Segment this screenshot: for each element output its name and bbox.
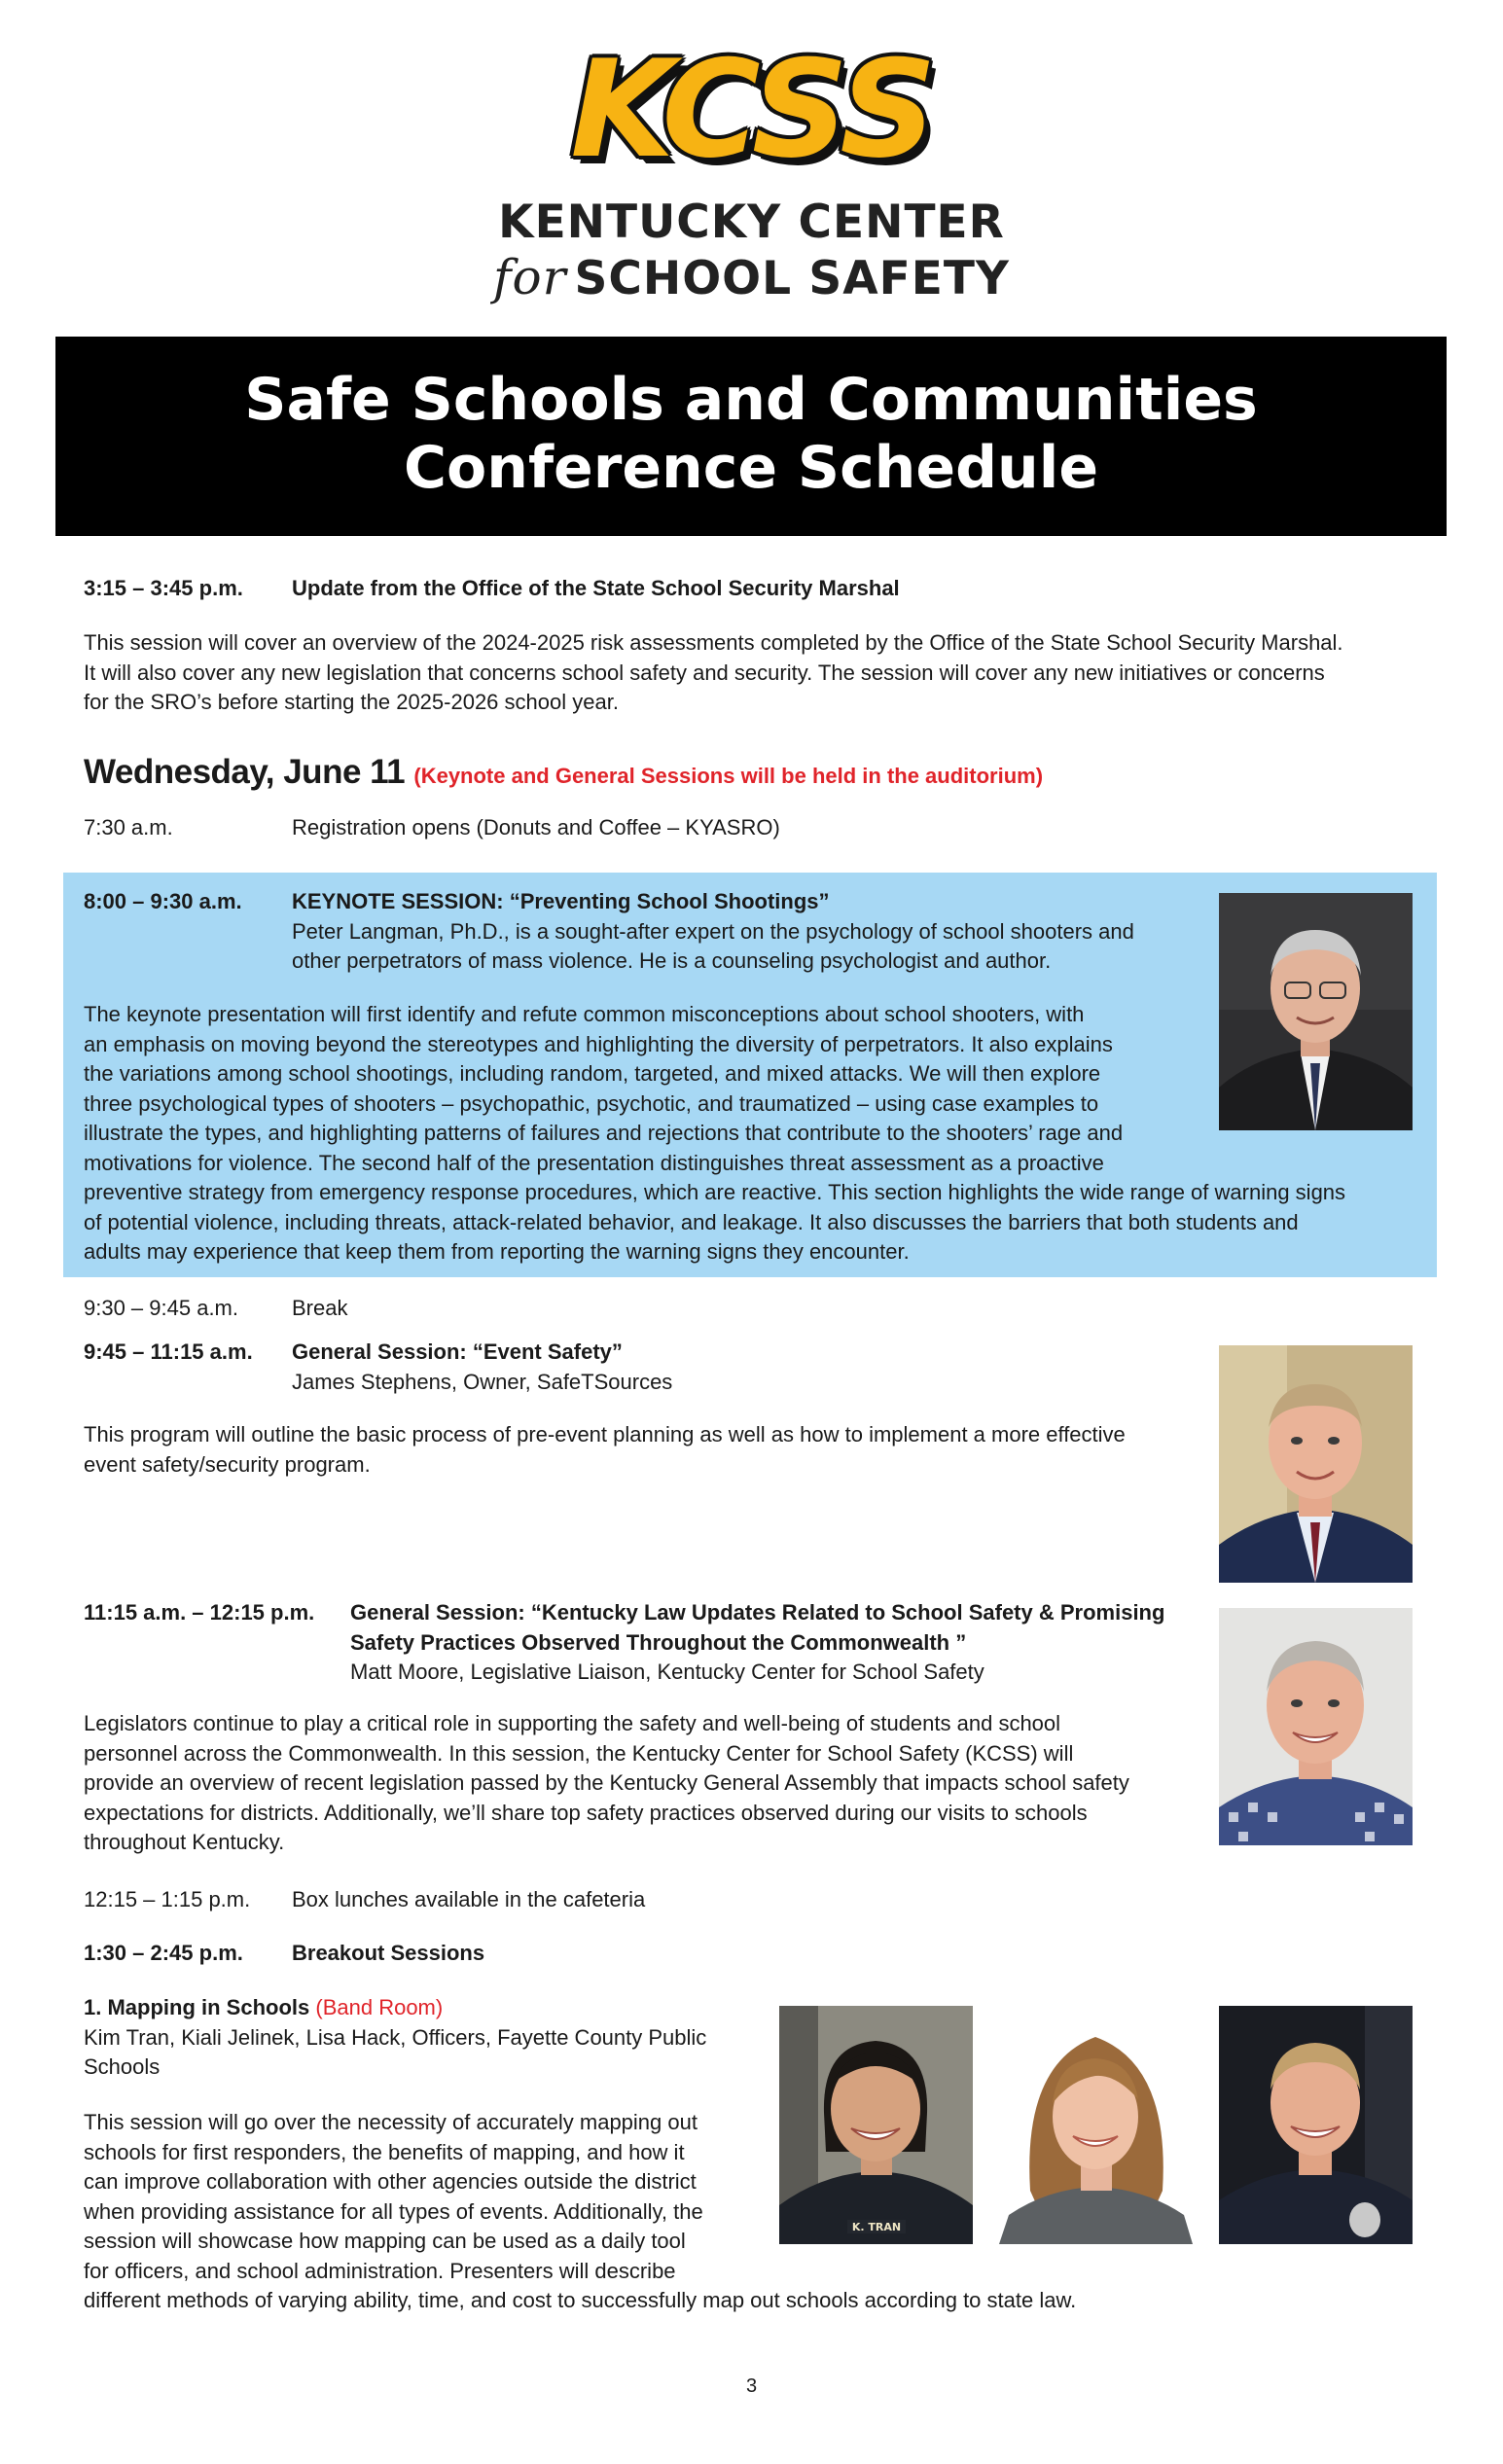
marshal-desc <box>84 628 1343 718</box>
event-safety-title: General Session: “Event Safety” <box>292 1339 623 1364</box>
day-location-note: (Keynote and General Sessions will be held in the auditorium) <box>413 764 1044 788</box>
mapping-title: 1. Mapping in Schools <box>84 1995 310 2019</box>
event-safety-speaker: James Stephens, Owner, SafeTSources <box>292 1369 673 1394</box>
law-updates-desc-line: provide an overview of recent legislation passed by the Kentucky General Assembly that impacts school safety <box>84 1770 1129 1795</box>
law-updates-desc <box>84 1709 1129 1858</box>
keynote-desc-line: three psychological types of shooters – psychopathic, psychotic, and traumatized – using case examples to <box>84 1090 1099 1116</box>
logo-line-2-text: SCHOOL SAFETY <box>574 252 1010 305</box>
mapping-header <box>84 1993 706 2083</box>
keynote-desc-line: preventive strategy from emergency response procedures, which are reactive. This section highlights the wide range of warning signs <box>84 1180 1346 1204</box>
law-updates-time: 11:15 a.m. – 12:15 p.m. <box>84 1600 315 1625</box>
event-safety-desc-line: This program will outline the basic process of pre-event planning as well as how to implement a more effective <box>84 1422 1126 1446</box>
presenter-photo-kim-tran <box>779 2006 973 2244</box>
mapping-desc-line: schools for first responders, the benefits of mapping, and how it <box>84 2139 685 2164</box>
break-text: Break <box>292 1296 348 1320</box>
badge-text: K. TRAN <box>851 2221 902 2233</box>
keynote-desc-line: an emphasis on moving beyond the stereotypes and highlighting the diversity of perpetrators. It also explains <box>84 1031 1113 1056</box>
logo-mark: KCSS <box>570 31 933 188</box>
mapping-speaker-line: Kim Tran, Kiali Jelinek, Lisa Hack, Officers, Fayette County Public <box>84 2024 707 2050</box>
event-safety-desc-line: event safety/security program. <box>84 1451 371 1477</box>
marshal-desc-line: This session will cover an overview of the 2024-2025 risk assessments completed by the Office of the State School Security Marshal. <box>84 630 1343 655</box>
logo-for: for <box>493 249 567 305</box>
breakouts-time: 1:30 – 2:45 p.m. <box>84 1941 243 1965</box>
keynote-desc-line: The keynote presentation will first identify and refute common misconceptions about school shooters, with <box>84 1002 1085 1026</box>
keynote-speaker-photo <box>1219 893 1413 1130</box>
law-updates-title-line: Safety Practices Observed Throughout the Commonwealth ” <box>350 1629 967 1655</box>
keynote-desc-line: of potential violence, including threats, attack-related behavior, and leakage. It also discusses the barriers that both students and <box>84 1209 1299 1234</box>
kcss-logo <box>0 0 1503 331</box>
banner-line-2: Conference Schedule <box>403 434 1099 502</box>
law-updates-speaker: Matt Moore, Legislative Liaison, Kentucky Center for School Safety <box>350 1660 984 1684</box>
keynote-desc-line: illustrate the types, and highlighting patterns of failures and rejections that contribute to the shooters’ rage and <box>84 1121 1124 1145</box>
law-updates-desc-line: expectations for districts. Additionally, we’ll share top safety practices observed during our visits to schools <box>84 1800 1088 1825</box>
law-updates-header <box>350 1598 1164 1688</box>
law-updates-speaker-photo <box>1219 1608 1413 1845</box>
keynote-speaker-line: Peter Langman, Ph.D., is a sought-after expert on the psychology of school shooters and <box>292 918 1134 944</box>
marshal-desc-line: for the SRO’s before starting the 2025-2026 school year. <box>84 690 619 714</box>
schedule-banner <box>55 337 1447 536</box>
banner-line-1: Safe Schools and Communities <box>244 366 1258 434</box>
keynote-time: 8:00 – 9:30 a.m. <box>84 889 242 913</box>
presenter-photo-lisa-hack <box>1219 2006 1413 2244</box>
keynote-desc-line: motivations for violence. The second half of the presentation distinguishes threat assessment as a proactive <box>84 1150 1104 1175</box>
breakouts-title: Breakout Sessions <box>292 1941 485 1965</box>
law-updates-desc-line: personnel across the Commonwealth. In this session, the Kentucky Center for School Safety (KCSS) will <box>84 1740 1074 1766</box>
keynote-desc-line: adults may experience that keep them from reporting the warning signs they encounter. <box>84 1239 910 1264</box>
event-safety-time: 9:45 – 11:15 a.m. <box>84 1339 253 1364</box>
mapping-speaker-line: Schools <box>84 2054 161 2079</box>
keynote-title: KEYNOTE SESSION: “Preventing School Shootings” <box>292 889 830 913</box>
marshal-desc-line: It will also cover any new legislation that concerns school safety and security. The session will cover any new initiatives or concerns <box>84 660 1325 685</box>
mapping-desc-line: for officers, and school administration. Presenters will describe <box>84 2258 676 2283</box>
mapping-desc-line: when providing assistance for all types of events. Additionally, the <box>84 2198 703 2224</box>
event-safety-desc <box>84 1420 1126 1480</box>
mapping-desc-line: session will showcase how mapping can be used as a daily tool <box>84 2229 686 2253</box>
registration-time: 7:30 a.m. <box>84 815 173 839</box>
event-safety-speaker-photo <box>1219 1345 1413 1583</box>
keynote-speaker-line: other perpetrators of mass violence. He is a counseling psychologist and author. <box>292 948 1052 973</box>
law-updates-title-line: General Session: “Kentucky Law Updates Related to School Safety & Promising <box>350 1600 1165 1625</box>
lunch-time: 12:15 – 1:15 p.m. <box>84 1887 251 1911</box>
logo-line-1: KENTUCKY CENTER <box>498 196 1005 249</box>
mapping-desc-line: different methods of varying ability, time, and cost to successfully map out schools according to state law. <box>84 2288 1077 2312</box>
lunch-text: Box lunches available in the cafeteria <box>292 1887 646 1911</box>
mapping-room: (Band Room) <box>315 1995 444 2019</box>
keynote-header <box>292 887 1134 977</box>
event-safety-header <box>292 1338 672 1397</box>
page-number: 3 <box>745 2375 758 2397</box>
logo-line-2 <box>0 249 1503 307</box>
day-title-text: Wednesday, June 11 <box>84 753 406 791</box>
break-time: 9:30 – 9:45 a.m. <box>84 1296 238 1320</box>
mapping-desc-line: This session will go over the necessity of accurately mapping out <box>84 2110 698 2134</box>
keynote-desc-line: the variations among school shootings, including random, targeted, and mixed attacks. We will then explore <box>84 1061 1101 1086</box>
registration-text: Registration opens (Donuts and Coffee – KYASRO) <box>292 815 780 839</box>
law-updates-desc-line: Legislators continue to play a critical role in supporting the safety and well-being of students and school <box>84 1711 1061 1735</box>
presenter-photo-kiali-jelinek <box>999 2006 1193 2244</box>
law-updates-desc-line: throughout Kentucky. <box>84 1830 285 1854</box>
marshal-title: Update from the Office of the State School Security Marshal <box>292 576 900 600</box>
marshal-time: 3:15 – 3:45 p.m. <box>84 576 243 600</box>
day-title <box>84 751 1043 798</box>
mapping-desc-line: can improve collaboration with other agencies outside the district <box>84 2169 697 2194</box>
